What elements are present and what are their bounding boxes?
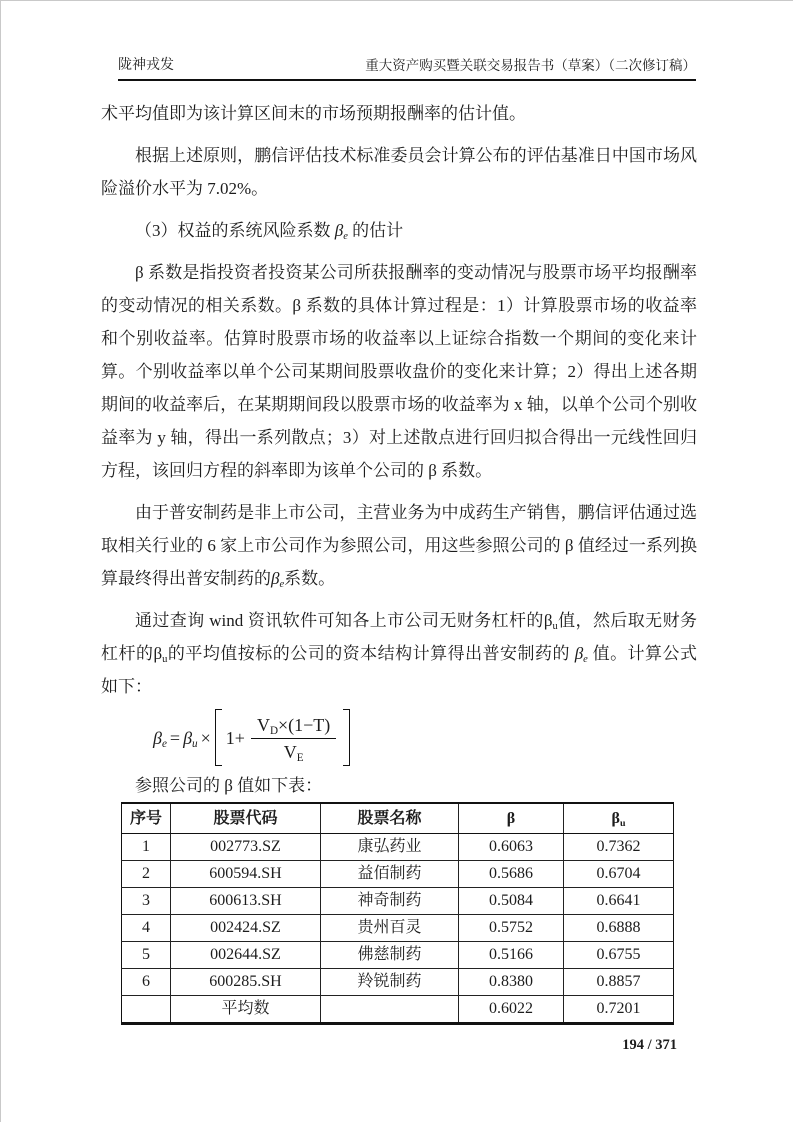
table-cell: 0.6022 (459, 996, 564, 1024)
beta-table (121, 802, 674, 1025)
table-cell: 贵州百灵 (321, 915, 459, 942)
paragraph-wind-query (101, 604, 697, 703)
subscript-text: u (619, 817, 626, 829)
table-cell: 600594.SH (171, 861, 321, 888)
header-report-title: 重大资产购买暨关联交易报告书（草案）（二次修订稿） (365, 58, 696, 73)
numerator-rest: ×(1−T) (278, 715, 331, 735)
table-cell: 平均数 (171, 996, 321, 1024)
header-company-name: 陇神戎发 (118, 58, 174, 73)
text-segment: （3）权益的系统风险系数 (135, 221, 335, 240)
table-cell: 600285.SH (171, 969, 321, 996)
table-cell: 1 (122, 834, 171, 861)
text-segment: β (334, 221, 344, 240)
table-row (122, 834, 674, 861)
text-segment: 股票名称 (357, 809, 422, 827)
left-bracket (215, 709, 222, 766)
table-cell: 002773.SZ (171, 834, 321, 861)
column-header-stock-name (321, 803, 459, 834)
paragraph-beta-definition (101, 256, 697, 487)
beta-u-term (183, 727, 198, 750)
subscript-text: u (552, 620, 558, 632)
beta-formula-block (153, 709, 697, 766)
table-cell: 4 (122, 915, 171, 942)
table-cell: 0.5166 (459, 942, 564, 969)
text-segment: β (271, 569, 280, 588)
table-cell: 0.6704 (564, 861, 674, 888)
table-cell: 002424.SZ (171, 915, 321, 942)
paragraph-continuation (101, 97, 697, 130)
fraction-denominator (283, 739, 304, 765)
column-header-index (122, 803, 171, 834)
document-body (101, 97, 697, 1025)
subscript-e: e (161, 737, 167, 750)
text-segment: β (574, 644, 584, 663)
paragraph-reference-companies (101, 496, 697, 595)
table-cell: 0.5084 (459, 888, 564, 915)
table-cell: 佛慈制药 (321, 942, 459, 969)
page-footer (101, 1037, 697, 1054)
right-bracket (343, 709, 350, 766)
table-cell: 0.6888 (564, 915, 674, 942)
subscript-u: u (192, 737, 198, 750)
text-segment: 股票代码 (213, 809, 278, 827)
paragraph-risk-premium (101, 139, 697, 205)
table-row (122, 861, 674, 888)
text-segment: 的估计 (347, 221, 404, 240)
table-cell: 0.7201 (564, 996, 674, 1024)
text-segment: 序号 (129, 809, 162, 827)
table-average-row (122, 996, 674, 1024)
table-cell: 益佰制药 (321, 861, 459, 888)
text-segment: 通过查询 wind 资讯软件可知各上市公司无财务杠杆的β (135, 611, 553, 630)
table-cell: 羚锐制药 (321, 969, 459, 996)
table-cell: 0.6063 (459, 834, 564, 861)
table-cell: 0.7362 (564, 834, 674, 861)
table-cell: 0.5686 (459, 861, 564, 888)
text-segment: 的平均值按标的公司的资本结构计算得出普安制药的 (167, 644, 575, 663)
text-segment: 系数。 (284, 569, 336, 588)
table-cell: 5 (122, 942, 171, 969)
beta-symbol: β (153, 727, 162, 748)
one-plus-term: 1+ (225, 727, 245, 748)
subscript-text: e (583, 653, 588, 665)
column-header-beta-u (564, 803, 674, 834)
page-header (118, 1, 696, 81)
text-segment: β 系数是指投资者投资某公司所获报酬率的变动情况与股票市场平均报酬率的变动情况的相关系数。β 系数的具体计算过程是：1）计算股票市场的收益率和个别收益率。估算时股票市场的收益率以上证综合指数一个期间的变化来计算。个别收益率以单个公司某期间股票收盘价的变化来计算；2）得出上述各期期间的收益率后，在某期期间段以股票市场的收益率为 x 轴，以单个公司个别收益率为 y 轴，得出一系列散点；3）对上述散点进行回归拟合得出一元线性回归方程，该回归方程的斜率即为该单个公司的 β 系数。 (101, 263, 697, 480)
table-cell: 0.8380 (459, 969, 564, 996)
table-row (122, 942, 674, 969)
table-cell: 0.8857 (564, 969, 674, 996)
table-header-row (122, 803, 674, 834)
table-cell: 0.5752 (459, 915, 564, 942)
table-row (122, 969, 674, 996)
beta-e-term (153, 727, 167, 750)
column-header-stock-code (171, 803, 321, 834)
table-cell: 6 (122, 969, 171, 996)
table-row (122, 915, 674, 942)
table-cell: 0.6755 (564, 942, 674, 969)
text-segment: 由于普安制药是非上市公司，主营业务为中成药生产销售，鹏信评估通过选取相关行业的 6 家上市公司作为参照公司，用这些参照公司的 β 值经过一系列换算最终得出普安制药的 (101, 503, 697, 588)
table-caption (101, 769, 697, 802)
table-cell: 2 (122, 861, 171, 888)
beta-symbol: β (183, 727, 193, 748)
beta-table-body (122, 834, 674, 1024)
text-segment: 参照公司的 β 值如下表： (135, 776, 323, 795)
v-symbol: V (256, 715, 270, 735)
subscript-d: D (269, 725, 278, 738)
page-number: 194 / 371 (622, 1037, 677, 1053)
table-cell: 康弘药业 (321, 834, 459, 861)
text-segment: 值。计算公式如下： (101, 644, 698, 696)
table-cell (122, 996, 171, 1024)
v-symbol: V (283, 742, 297, 762)
table-cell: 3 (122, 888, 171, 915)
text-segment: 术平均值即为该计算区间末的市场预期报酬率的估计值。 (101, 104, 526, 123)
beta-formula (153, 709, 351, 766)
subscript-e-cap: E (296, 752, 304, 765)
table-row (122, 888, 674, 915)
table-cell: 神奇制药 (321, 888, 459, 915)
text-segment: β (506, 809, 516, 827)
table-cell: 002644.SZ (171, 942, 321, 969)
fraction-numerator (251, 714, 336, 739)
table-cell (321, 996, 459, 1024)
text-segment: β (611, 809, 620, 827)
table-cell: 600613.SH (171, 888, 321, 915)
text-segment: 值，然后取无财务杠杆的β (101, 611, 697, 663)
text-segment: 根据上述原则，鹏信评估技术标准委员会计算公布的评估基准日中国市场风险溢价水平为 7.02%。 (101, 146, 697, 198)
subscript-text: e (343, 230, 348, 242)
column-header-beta (459, 803, 564, 834)
subscript-text: u (162, 653, 168, 665)
subscript-text: e (279, 578, 285, 590)
fraction (251, 714, 336, 765)
section-heading (101, 214, 697, 247)
table-cell: 0.6641 (564, 888, 674, 915)
equals-sign: = (169, 727, 181, 748)
multiply-sign: × (200, 727, 211, 748)
beta-table-head (122, 803, 674, 834)
